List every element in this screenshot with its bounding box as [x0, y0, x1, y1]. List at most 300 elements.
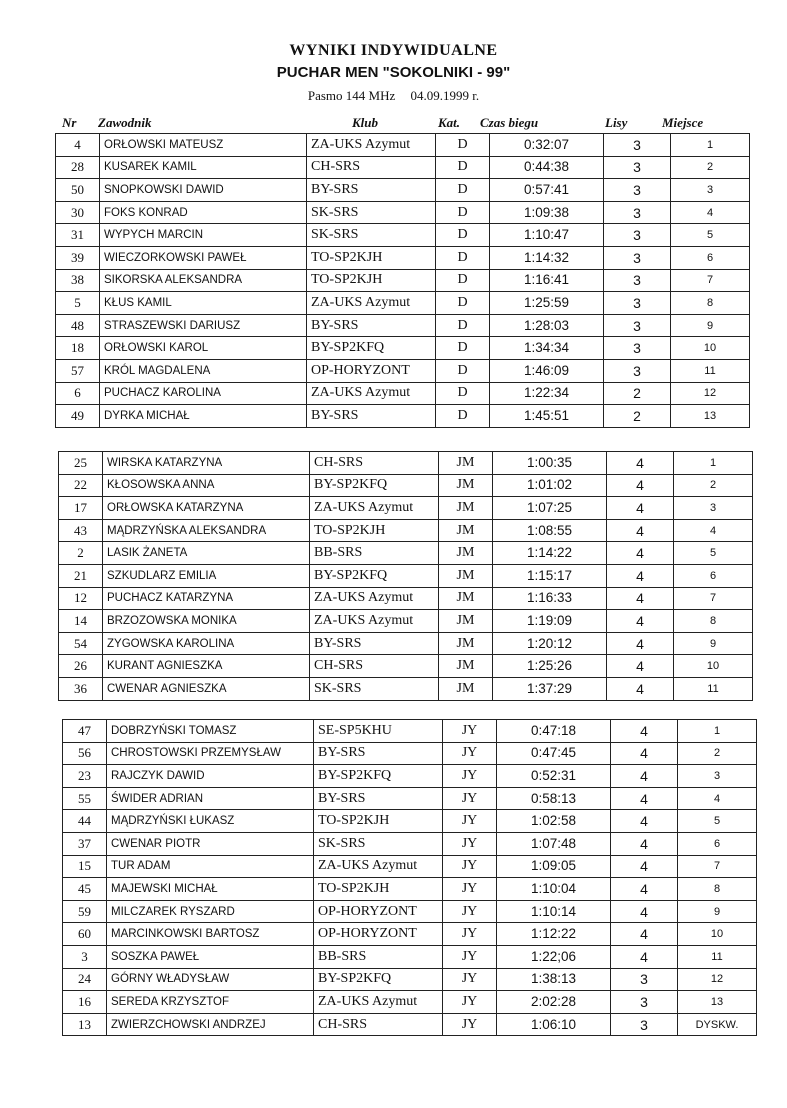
table-row	[56, 201, 750, 224]
result-foxes: 4	[611, 720, 678, 743]
result-time: 1:08:55	[493, 519, 607, 542]
result-nr: 14	[59, 610, 103, 633]
result-club: CH-SRS	[314, 1013, 443, 1036]
result-name: CWENAR AGNIESZKA	[103, 677, 310, 700]
result-name: DOBRZYŃSKI TOMASZ	[107, 720, 314, 743]
table-row	[56, 314, 750, 337]
table-row	[56, 292, 750, 315]
result-name: RAJCZYK DAWID	[107, 765, 314, 788]
result-foxes: 4	[607, 610, 674, 633]
result-club: TO-SP2KJH	[307, 269, 436, 292]
result-club: ZA-UKS Azymut	[310, 497, 439, 520]
result-category: JM	[439, 587, 493, 610]
result-club: BY-SP2KFQ	[314, 765, 443, 788]
result-club: BB-SRS	[310, 542, 439, 565]
col-header-kat: Kat.	[438, 115, 461, 130]
result-nr: 15	[63, 855, 107, 878]
result-club: TO-SP2KJH	[314, 878, 443, 901]
results-table-jy	[62, 719, 757, 1036]
result-time: 0:44:38	[490, 156, 604, 179]
result-foxes: 4	[607, 497, 674, 520]
result-place: 4	[674, 519, 753, 542]
result-name: MAJEWSKI MICHAŁ	[107, 878, 314, 901]
result-foxes: 3	[604, 201, 671, 224]
result-category: JY	[443, 968, 497, 991]
result-nr: 50	[56, 179, 100, 202]
result-name: ORŁOWSKI KAROL	[100, 337, 307, 360]
result-club: SE-SP5KHU	[314, 720, 443, 743]
result-category: JM	[439, 632, 493, 655]
table-row	[56, 337, 750, 360]
result-club: BY-SP2KFQ	[314, 968, 443, 991]
result-place: 8	[678, 878, 757, 901]
result-place: 8	[671, 292, 750, 315]
result-category: JY	[443, 855, 497, 878]
result-time: 2:02:28	[497, 991, 611, 1014]
result-nr: 17	[59, 497, 103, 520]
result-foxes: 3	[604, 337, 671, 360]
result-nr: 3	[63, 945, 107, 968]
result-nr: 28	[56, 156, 100, 179]
result-category: JM	[439, 677, 493, 700]
competition-name: PUCHAR MEN "SOKOLNIKI - 99"	[276, 64, 511, 81]
result-place: 9	[671, 314, 750, 337]
result-nr: 25	[59, 452, 103, 475]
result-time: 1:07:48	[497, 832, 611, 855]
result-name: BRZOZOWSKA MONIKA	[103, 610, 310, 633]
result-name: ORŁOWSKI MATEUSZ	[100, 134, 307, 157]
result-time: 1:37:29	[493, 677, 607, 700]
col-header-club: Klub	[352, 115, 379, 130]
table-row	[56, 179, 750, 202]
result-foxes: 4	[607, 519, 674, 542]
result-category: JY	[443, 945, 497, 968]
result-category: D	[436, 156, 490, 179]
result-time: 1:00:35	[493, 452, 607, 475]
table-row	[59, 452, 753, 475]
result-place: 5	[674, 542, 753, 565]
result-club: BY-SRS	[307, 405, 436, 428]
result-name: KŁUS KAMIL	[100, 292, 307, 315]
result-place: 6	[671, 246, 750, 269]
result-club: TO-SP2KJH	[310, 519, 439, 542]
result-nr: 23	[63, 765, 107, 788]
result-nr: 44	[63, 810, 107, 833]
result-name: TUR ADAM	[107, 855, 314, 878]
result-name: PUCHACZ KAROLINA	[100, 382, 307, 405]
col-header-time: Czas biegu	[480, 115, 539, 130]
result-place: 12	[678, 968, 757, 991]
result-place: 10	[671, 337, 750, 360]
result-category: JY	[443, 720, 497, 743]
result-place: 7	[678, 855, 757, 878]
results-table-jm	[58, 451, 753, 701]
result-foxes: 4	[611, 855, 678, 878]
col-header-name: Zawodnik	[98, 115, 152, 130]
result-place: 6	[678, 832, 757, 855]
result-name: KUSAREK KAMIL	[100, 156, 307, 179]
result-club: BY-SP2KFQ	[310, 474, 439, 497]
result-nr: 56	[63, 742, 107, 765]
result-club: ZA-UKS Azymut	[307, 292, 436, 315]
result-place: 10	[674, 655, 753, 678]
result-time: 1:16:41	[490, 269, 604, 292]
result-place: DYSKW.	[678, 1013, 757, 1036]
result-club: BY-SP2KFQ	[307, 337, 436, 360]
table-row	[63, 787, 757, 810]
result-time: 1:19:09	[493, 610, 607, 633]
result-category: D	[436, 359, 490, 382]
result-club: SK-SRS	[310, 677, 439, 700]
table-row	[56, 359, 750, 382]
result-category: D	[436, 224, 490, 247]
result-nr: 4	[56, 134, 100, 157]
table-row	[63, 855, 757, 878]
result-place: 5	[678, 810, 757, 833]
result-foxes: 3	[611, 968, 678, 991]
result-place: 13	[678, 991, 757, 1014]
result-time: 1:14:22	[493, 542, 607, 565]
result-name: SZKUDLARZ EMILIA	[103, 564, 310, 587]
result-time: 1:20:12	[493, 632, 607, 655]
table-row	[63, 720, 757, 743]
result-club: OP-HORYZONT	[314, 923, 443, 946]
result-nr: 49	[56, 405, 100, 428]
table-row	[59, 677, 753, 700]
result-name: KURANT AGNIESZKA	[103, 655, 310, 678]
result-club: ZA-UKS Azymut	[307, 382, 436, 405]
result-place: 9	[674, 632, 753, 655]
table-row	[59, 497, 753, 520]
result-place: 4	[678, 787, 757, 810]
result-name: MILCZAREK RYSZARD	[107, 900, 314, 923]
result-foxes: 4	[611, 787, 678, 810]
result-nr: 30	[56, 201, 100, 224]
result-place: 11	[671, 359, 750, 382]
result-category: JM	[439, 519, 493, 542]
result-place: 2	[674, 474, 753, 497]
result-time: 1:14:32	[490, 246, 604, 269]
table-row	[59, 632, 753, 655]
result-club: ZA-UKS Azymut	[310, 587, 439, 610]
result-time: 1:09:05	[497, 855, 611, 878]
result-time: 1:38:13	[497, 968, 611, 991]
result-club: SK-SRS	[314, 832, 443, 855]
result-category: JM	[439, 497, 493, 520]
result-time: 0:58:13	[497, 787, 611, 810]
table-row	[56, 269, 750, 292]
result-nr: 22	[59, 474, 103, 497]
result-nr: 57	[56, 359, 100, 382]
result-category: D	[436, 134, 490, 157]
result-category: D	[436, 179, 490, 202]
result-nr: 5	[56, 292, 100, 315]
result-time: 1:45:51	[490, 405, 604, 428]
result-name: SIKORSKA ALEKSANDRA	[100, 269, 307, 292]
result-club: ZA-UKS Azymut	[307, 134, 436, 157]
result-nr: 26	[59, 655, 103, 678]
result-time: 1:16:33	[493, 587, 607, 610]
result-foxes: 4	[607, 564, 674, 587]
result-name: FOKS KONRAD	[100, 201, 307, 224]
result-place: 11	[674, 677, 753, 700]
table-row	[56, 224, 750, 247]
result-club: BY-SRS	[314, 742, 443, 765]
result-time: 1:15:17	[493, 564, 607, 587]
result-place: 8	[674, 610, 753, 633]
table-row	[59, 564, 753, 587]
result-name: SEREDA KRZYSZTOF	[107, 991, 314, 1014]
table-row	[63, 991, 757, 1014]
result-nr: 45	[63, 878, 107, 901]
result-time: 0:47:45	[497, 742, 611, 765]
result-time: 1:01:02	[493, 474, 607, 497]
result-category: JM	[439, 655, 493, 678]
result-foxes: 2	[604, 405, 671, 428]
result-club: ZA-UKS Azymut	[314, 991, 443, 1014]
result-time: 1:07:25	[493, 497, 607, 520]
result-place: 5	[671, 224, 750, 247]
result-foxes: 3	[604, 156, 671, 179]
result-foxes: 4	[607, 632, 674, 655]
result-nr: 24	[63, 968, 107, 991]
page-title: WYNIKI INDYWIDUALNE	[289, 42, 498, 59]
result-time: 1:10:47	[490, 224, 604, 247]
result-foxes: 4	[607, 452, 674, 475]
result-name: MĄDRZYŃSKA ALEKSANDRA	[103, 519, 310, 542]
result-time: 0:47:18	[497, 720, 611, 743]
result-foxes: 3	[604, 224, 671, 247]
table-row	[59, 587, 753, 610]
table-row	[59, 655, 753, 678]
result-foxes: 3	[611, 991, 678, 1014]
table-row	[56, 405, 750, 428]
result-place: 10	[678, 923, 757, 946]
result-club: BY-SP2KFQ	[310, 564, 439, 587]
result-name: ZYGOWSKA KAROLINA	[103, 632, 310, 655]
table-row	[63, 923, 757, 946]
band-and-date	[0, 88, 787, 104]
result-name: STRASZEWSKI DARIUSZ	[100, 314, 307, 337]
result-time: 1:25:59	[490, 292, 604, 315]
result-foxes: 3	[604, 246, 671, 269]
result-nr: 16	[63, 991, 107, 1014]
result-name: SOSZKA PAWEŁ	[107, 945, 314, 968]
result-club: BY-SRS	[310, 632, 439, 655]
result-foxes: 4	[611, 742, 678, 765]
result-name: MĄDRZYŃSKI ŁUKASZ	[107, 810, 314, 833]
table-row	[63, 765, 757, 788]
result-time: 1:22:34	[490, 382, 604, 405]
result-name: PUCHACZ KATARZYNA	[103, 587, 310, 610]
result-place: 11	[678, 945, 757, 968]
table-row	[59, 474, 753, 497]
result-place: 7	[671, 269, 750, 292]
table-row	[56, 134, 750, 157]
result-club: TO-SP2KJH	[314, 810, 443, 833]
table-row	[56, 382, 750, 405]
result-place: 6	[674, 564, 753, 587]
result-place: 1	[678, 720, 757, 743]
result-club: SK-SRS	[307, 201, 436, 224]
result-name: LASIK ŻANETA	[103, 542, 310, 565]
result-club: CH-SRS	[310, 655, 439, 678]
result-name: WIRSKA KATARZYNA	[103, 452, 310, 475]
result-nr: 38	[56, 269, 100, 292]
table-row	[59, 519, 753, 542]
result-nr: 6	[56, 382, 100, 405]
results-table-d	[55, 133, 750, 428]
result-time: 1:06:10	[497, 1013, 611, 1036]
date: 04.09.1999 r.	[410, 88, 480, 103]
table-row	[59, 542, 753, 565]
result-name: WIECZORKOWSKI PAWEŁ	[100, 246, 307, 269]
col-header-nr: Nr	[62, 115, 77, 130]
result-category: JY	[443, 991, 497, 1014]
table-row	[59, 610, 753, 633]
result-place: 3	[674, 497, 753, 520]
result-time: 1:09:38	[490, 201, 604, 224]
result-category: JY	[443, 765, 497, 788]
result-club: BY-SRS	[307, 179, 436, 202]
result-category: D	[436, 246, 490, 269]
result-foxes: 3	[604, 292, 671, 315]
result-club: ZA-UKS Azymut	[310, 610, 439, 633]
table-row	[63, 968, 757, 991]
result-foxes: 4	[611, 945, 678, 968]
result-club: CH-SRS	[310, 452, 439, 475]
result-place: 9	[678, 900, 757, 923]
band: Pasmo 144 MHz	[307, 88, 396, 103]
table-row	[63, 945, 757, 968]
result-club: TO-SP2KJH	[307, 246, 436, 269]
result-place: 13	[671, 405, 750, 428]
result-foxes: 3	[604, 314, 671, 337]
table-row	[63, 742, 757, 765]
result-foxes: 3	[604, 269, 671, 292]
result-nr: 39	[56, 246, 100, 269]
result-category: D	[436, 201, 490, 224]
result-nr: 48	[56, 314, 100, 337]
result-club: OP-HORYZONT	[307, 359, 436, 382]
result-time: 1:02:58	[497, 810, 611, 833]
result-foxes: 3	[604, 359, 671, 382]
result-time: 1:28:03	[490, 314, 604, 337]
table-row	[63, 1013, 757, 1036]
result-place: 2	[671, 156, 750, 179]
result-category: JM	[439, 542, 493, 565]
result-category: JM	[439, 474, 493, 497]
result-place: 3	[678, 765, 757, 788]
result-time: 1:10:04	[497, 878, 611, 901]
result-nr: 55	[63, 787, 107, 810]
result-nr: 37	[63, 832, 107, 855]
result-nr: 47	[63, 720, 107, 743]
result-foxes: 4	[611, 765, 678, 788]
result-club: BY-SRS	[314, 787, 443, 810]
result-nr: 54	[59, 632, 103, 655]
table-row	[63, 810, 757, 833]
result-time: 1:22;06	[497, 945, 611, 968]
result-time: 1:12:22	[497, 923, 611, 946]
result-foxes: 4	[607, 677, 674, 700]
result-place: 12	[671, 382, 750, 405]
result-nr: 13	[63, 1013, 107, 1036]
result-name: KŁOSOWSKA ANNA	[103, 474, 310, 497]
result-name: CHROSTOWSKI PRZEMYSŁAW	[107, 742, 314, 765]
result-category: JM	[439, 564, 493, 587]
result-nr: 31	[56, 224, 100, 247]
result-foxes: 3	[604, 134, 671, 157]
result-place: 1	[674, 452, 753, 475]
result-foxes: 3	[604, 179, 671, 202]
result-foxes: 4	[611, 900, 678, 923]
result-category: JY	[443, 742, 497, 765]
result-category: JM	[439, 610, 493, 633]
result-category: D	[436, 382, 490, 405]
table-row	[63, 878, 757, 901]
result-time: 0:32:07	[490, 134, 604, 157]
result-foxes: 4	[607, 655, 674, 678]
result-category: JY	[443, 1013, 497, 1036]
result-club: BY-SRS	[307, 314, 436, 337]
result-time: 0:57:41	[490, 179, 604, 202]
result-name: CWENAR PIOTR	[107, 832, 314, 855]
result-name: KRÓL MAGDALENA	[100, 359, 307, 382]
result-category: JY	[443, 900, 497, 923]
result-category: D	[436, 405, 490, 428]
result-nr: 21	[59, 564, 103, 587]
result-foxes: 4	[611, 810, 678, 833]
result-name: WYPYCH MARCIN	[100, 224, 307, 247]
table-row	[63, 900, 757, 923]
result-name: ZWIERZCHOWSKI ANDRZEJ	[107, 1013, 314, 1036]
result-name: SNOPKOWSKI DAWID	[100, 179, 307, 202]
result-category: JY	[443, 878, 497, 901]
result-place: 4	[671, 201, 750, 224]
result-foxes: 3	[611, 1013, 678, 1036]
result-place: 7	[674, 587, 753, 610]
result-club: OP-HORYZONT	[314, 900, 443, 923]
result-nr: 2	[59, 542, 103, 565]
result-club: CH-SRS	[307, 156, 436, 179]
result-category: D	[436, 292, 490, 315]
result-foxes: 4	[611, 923, 678, 946]
result-category: JY	[443, 787, 497, 810]
result-time: 1:46:09	[490, 359, 604, 382]
result-name: DYRKA MICHAŁ	[100, 405, 307, 428]
result-foxes: 4	[611, 878, 678, 901]
result-nr: 60	[63, 923, 107, 946]
result-name: GÓRNY WŁADYSŁAW	[107, 968, 314, 991]
col-header-lisy: Lisy	[605, 115, 628, 130]
result-nr: 43	[59, 519, 103, 542]
result-foxes: 2	[604, 382, 671, 405]
result-category: D	[436, 314, 490, 337]
result-name: MARCINKOWSKI BARTOSZ	[107, 923, 314, 946]
result-club: SK-SRS	[307, 224, 436, 247]
result-place: 1	[671, 134, 750, 157]
result-club: ZA-UKS Azymut	[314, 855, 443, 878]
result-time: 1:34:34	[490, 337, 604, 360]
col-header-place: Miejsce	[662, 115, 704, 130]
result-nr: 18	[56, 337, 100, 360]
result-foxes: 4	[607, 587, 674, 610]
result-foxes: 4	[611, 832, 678, 855]
result-name: ŚWIDER ADRIAN	[107, 787, 314, 810]
result-category: JM	[439, 452, 493, 475]
result-category: D	[436, 269, 490, 292]
